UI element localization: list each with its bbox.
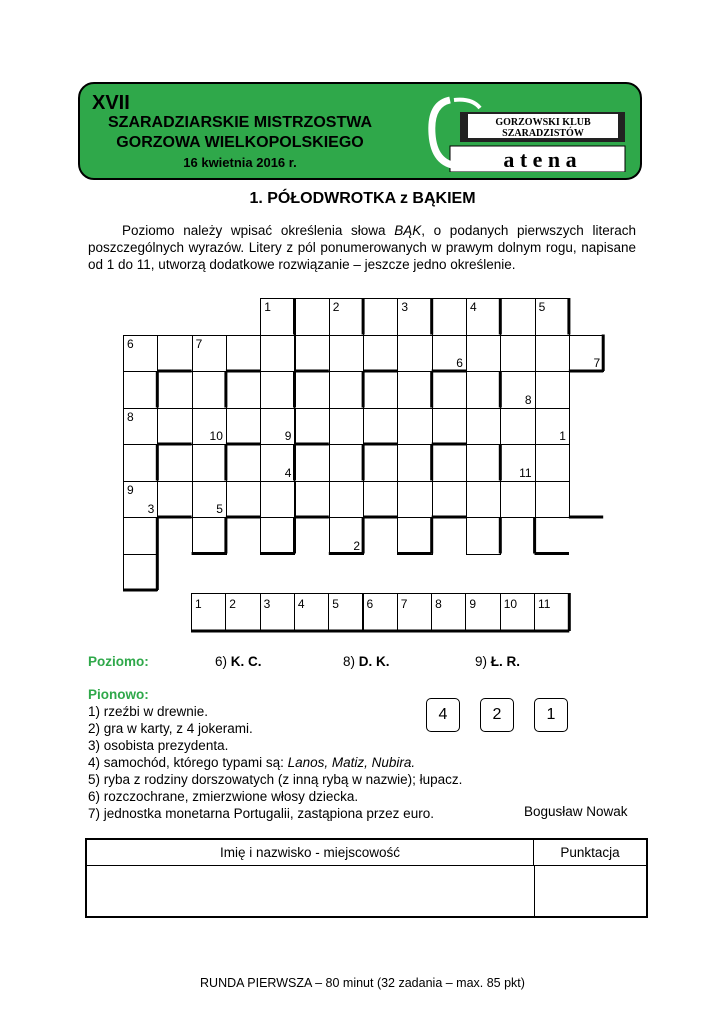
cell-solution-index: 10: [209, 429, 223, 443]
poziomo-label: Poziomo:: [88, 654, 149, 669]
crossword-cell[interactable]: [397, 517, 432, 555]
crossword-cell[interactable]: [329, 444, 364, 482]
clue-6-across: 6) K. C.: [215, 654, 262, 669]
solution-number: 6: [366, 597, 374, 611]
crossword-cell[interactable]: [466, 517, 501, 555]
crossword-cell[interactable]: [157, 481, 192, 519]
solution-number: 11: [538, 597, 551, 611]
crossword-cell[interactable]: [260, 335, 295, 373]
solution-number: 10: [503, 597, 518, 611]
crossword-cell[interactable]: [260, 481, 295, 519]
crossword-cell[interactable]: [260, 408, 295, 446]
solution-cell[interactable]: [191, 593, 226, 631]
cell-solution-index: 1: [559, 429, 566, 443]
cell-solution-index: 5: [216, 502, 223, 516]
crossword-cell[interactable]: [295, 298, 330, 336]
header-line-1: SZARADZIARSKIE MISTRZOSTWA: [108, 114, 372, 131]
task-title: 1. PÓŁODWROTKA z BĄKIEM: [249, 190, 476, 207]
solution-number: 8: [435, 597, 442, 611]
solution-number: 7: [400, 597, 408, 611]
crossword-cell[interactable]: [466, 335, 501, 373]
task-instructions: Poziomo należy wpisać określenia słowa BĄK, o podanych pierwszych literach poszczególnych wyrazów. Litery z pól ponumerowanych w prawym dolnym rogu, napisane od 1 do 11, utworzą dodatkowe rozwiązanie – jeszcze jedno określenie.: [88, 223, 636, 272]
cell-solution-index: 9: [284, 429, 292, 443]
solution-cell[interactable]: [397, 593, 432, 631]
crossword-cell[interactable]: [123, 444, 158, 482]
solution-cell[interactable]: [431, 593, 466, 631]
clue-down-5: 5) ryba z rodziny dorszowatych (z inną rybą w nazwie); łupacz.: [88, 772, 463, 787]
crossword-cell[interactable]: [123, 481, 158, 519]
clue-down-1: 1) rzeźbi w drewnie.: [88, 704, 209, 719]
solution-number: 3: [263, 597, 271, 611]
crossword-cell[interactable]: [466, 481, 501, 519]
score-column-header: Punktacja: [534, 840, 646, 866]
crossword-cell[interactable]: [363, 335, 398, 373]
crossword-cell[interactable]: [500, 444, 535, 482]
crossword-cell[interactable]: [466, 371, 501, 409]
clue-down-7: 7) jednostka monetarna Portugalii, zastąpiona przez euro.: [88, 806, 434, 821]
participant-table: [85, 838, 648, 918]
cell-number: 3: [401, 300, 409, 314]
crossword-cell[interactable]: [329, 298, 364, 336]
crossword-cell[interactable]: [192, 444, 227, 482]
clue-down-6: 6) rozczochrane, zmierzwione włosy dziecka.: [88, 789, 359, 804]
cell-solution-index: 4: [284, 465, 292, 480]
crossword-cell[interactable]: [397, 298, 432, 336]
crossword-cell[interactable]: [363, 298, 398, 336]
crossword-cell[interactable]: [535, 298, 570, 336]
crossword-cell[interactable]: [329, 481, 364, 519]
cell-solution-index: 11: [519, 465, 532, 480]
club-logo: [410, 94, 630, 172]
solution-number: 4: [297, 597, 305, 611]
crossword-cell[interactable]: [535, 335, 570, 373]
crossword-cell[interactable]: [123, 335, 158, 373]
crossword-cell[interactable]: [329, 517, 364, 555]
logo-word: a t e n a: [503, 147, 577, 172]
crossword-cell[interactable]: [466, 298, 501, 336]
crossword-cell[interactable]: [260, 517, 295, 555]
cell-number: 6: [127, 336, 134, 351]
crossword-cell[interactable]: [500, 298, 535, 336]
solution-number: 1: [195, 597, 202, 611]
crossword-cell[interactable]: [295, 408, 330, 446]
solution-number: 2: [229, 597, 236, 611]
clue-down-3: 3) osobista prezydenta.: [88, 738, 229, 753]
crossword-cell[interactable]: [397, 335, 432, 373]
crossword-cell[interactable]: [157, 335, 192, 373]
clue-down-4: 4) samochód, którego typami są: Lanos, Matiz, Nubira.: [88, 755, 416, 770]
author-name: Bogusław Nowak: [524, 804, 628, 819]
cell-number: 9: [127, 482, 134, 497]
crossword-cell[interactable]: [466, 408, 501, 446]
cell-solution-index: 3: [147, 502, 155, 516]
cell-number: 7: [195, 336, 203, 351]
crossword-cell[interactable]: [260, 371, 295, 409]
crossword-cell[interactable]: [226, 481, 261, 519]
edition-number: XVII: [92, 92, 130, 114]
crossword-cell[interactable]: [432, 298, 467, 336]
header-banner: [78, 82, 642, 180]
crossword-cell[interactable]: [500, 408, 535, 446]
score-input-area[interactable]: [535, 866, 646, 916]
cell-number: 8: [127, 409, 134, 424]
crossword-cell[interactable]: [397, 481, 432, 519]
cell-number: 1: [264, 300, 271, 314]
crossword-cell[interactable]: [123, 554, 158, 592]
crossword-cell[interactable]: [397, 371, 432, 409]
crossword-cell[interactable]: [397, 408, 432, 446]
crossword-cell[interactable]: [329, 408, 364, 446]
solution-number: 9: [469, 597, 477, 611]
solution-cell[interactable]: [260, 593, 295, 631]
cell-number: 2: [332, 300, 340, 314]
solution-cell[interactable]: [500, 593, 535, 631]
crossword-cell[interactable]: [535, 408, 570, 446]
crossword-cell[interactable]: [123, 371, 158, 409]
crossword-cell[interactable]: [295, 335, 330, 373]
crossword-cell[interactable]: [363, 408, 398, 446]
pionowo-label: Pionowo:: [88, 687, 149, 702]
crossword-cell[interactable]: [123, 408, 158, 446]
crossword-cell[interactable]: [192, 408, 227, 446]
crossword-cell[interactable]: [500, 371, 535, 409]
cell-solution-index: 6: [456, 356, 463, 370]
answer-box-1[interactable]: 4: [426, 698, 460, 732]
crossword-cell[interactable]: [466, 444, 501, 482]
solution-cell[interactable]: [328, 593, 363, 631]
poziomo-clues: [88, 654, 636, 669]
clue-8-across: 8) D. K.: [343, 654, 390, 669]
crossword-cell[interactable]: [500, 481, 535, 519]
solution-cell[interactable]: [534, 593, 569, 631]
crossword-cell[interactable]: [260, 298, 295, 336]
crossword-cell[interactable]: [329, 371, 364, 409]
cell-number: 4: [470, 300, 477, 314]
cell-solution-index: 7: [593, 356, 601, 370]
crossword-cell[interactable]: [226, 335, 261, 373]
crossword-cell[interactable]: [432, 335, 467, 373]
header-line-2: GORZOWA WIELKOPOLSKIEGO: [116, 134, 364, 151]
crossword-cell[interactable]: [192, 371, 227, 409]
crossword-cell[interactable]: [226, 408, 261, 446]
solution-cell[interactable]: [294, 593, 329, 631]
crossword-cell[interactable]: [500, 335, 535, 373]
cell-solution-index: 2: [353, 538, 361, 553]
crossword-cell[interactable]: [535, 444, 570, 482]
crossword-cell[interactable]: [295, 481, 330, 519]
crossword-cell[interactable]: [432, 408, 467, 446]
crossword-cell[interactable]: [157, 408, 192, 446]
solution-number: 5: [332, 597, 339, 611]
crossword-cell[interactable]: [535, 371, 570, 409]
cell-number: 5: [538, 300, 546, 314]
crossword-cell[interactable]: [192, 481, 227, 519]
crossword-cell[interactable]: [569, 335, 604, 373]
crossword-cell[interactable]: [535, 481, 570, 519]
name-column-header: Imię i nazwisko - miejscowość: [87, 840, 534, 866]
cell-solution-index: 8: [524, 392, 532, 407]
header-date: 16 kwietnia 2016 r.: [183, 155, 297, 170]
logo-text-top: GORZOWSKI KLUB: [495, 117, 591, 128]
crossword-cell[interactable]: [432, 481, 467, 519]
solution-cell[interactable]: [465, 593, 500, 631]
crossword-cell[interactable]: [123, 517, 158, 555]
answer-box-2[interactable]: 2: [480, 698, 514, 732]
solution-cell[interactable]: [363, 593, 398, 631]
crossword-cell[interactable]: [192, 517, 227, 555]
crossword-cell[interactable]: [363, 481, 398, 519]
clue-down-2: 2) gra w karty, z 4 jokerami.: [88, 721, 253, 736]
solution-cell[interactable]: [225, 593, 260, 631]
crossword-cell[interactable]: [192, 335, 227, 373]
round-info: RUNDA PIERWSZA – 80 minut (32 zadania – max. 85 pkt): [200, 976, 525, 990]
crossword-cell[interactable]: [260, 444, 295, 482]
clue-9-across: 9) Ł. R.: [475, 654, 521, 669]
answer-box-3[interactable]: 1: [534, 698, 568, 732]
logo-text-mid: SZARADZISTÓW: [502, 128, 584, 139]
crossword-cell[interactable]: [329, 335, 364, 373]
crossword-cell[interactable]: [397, 444, 432, 482]
name-input-area[interactable]: [87, 866, 534, 916]
